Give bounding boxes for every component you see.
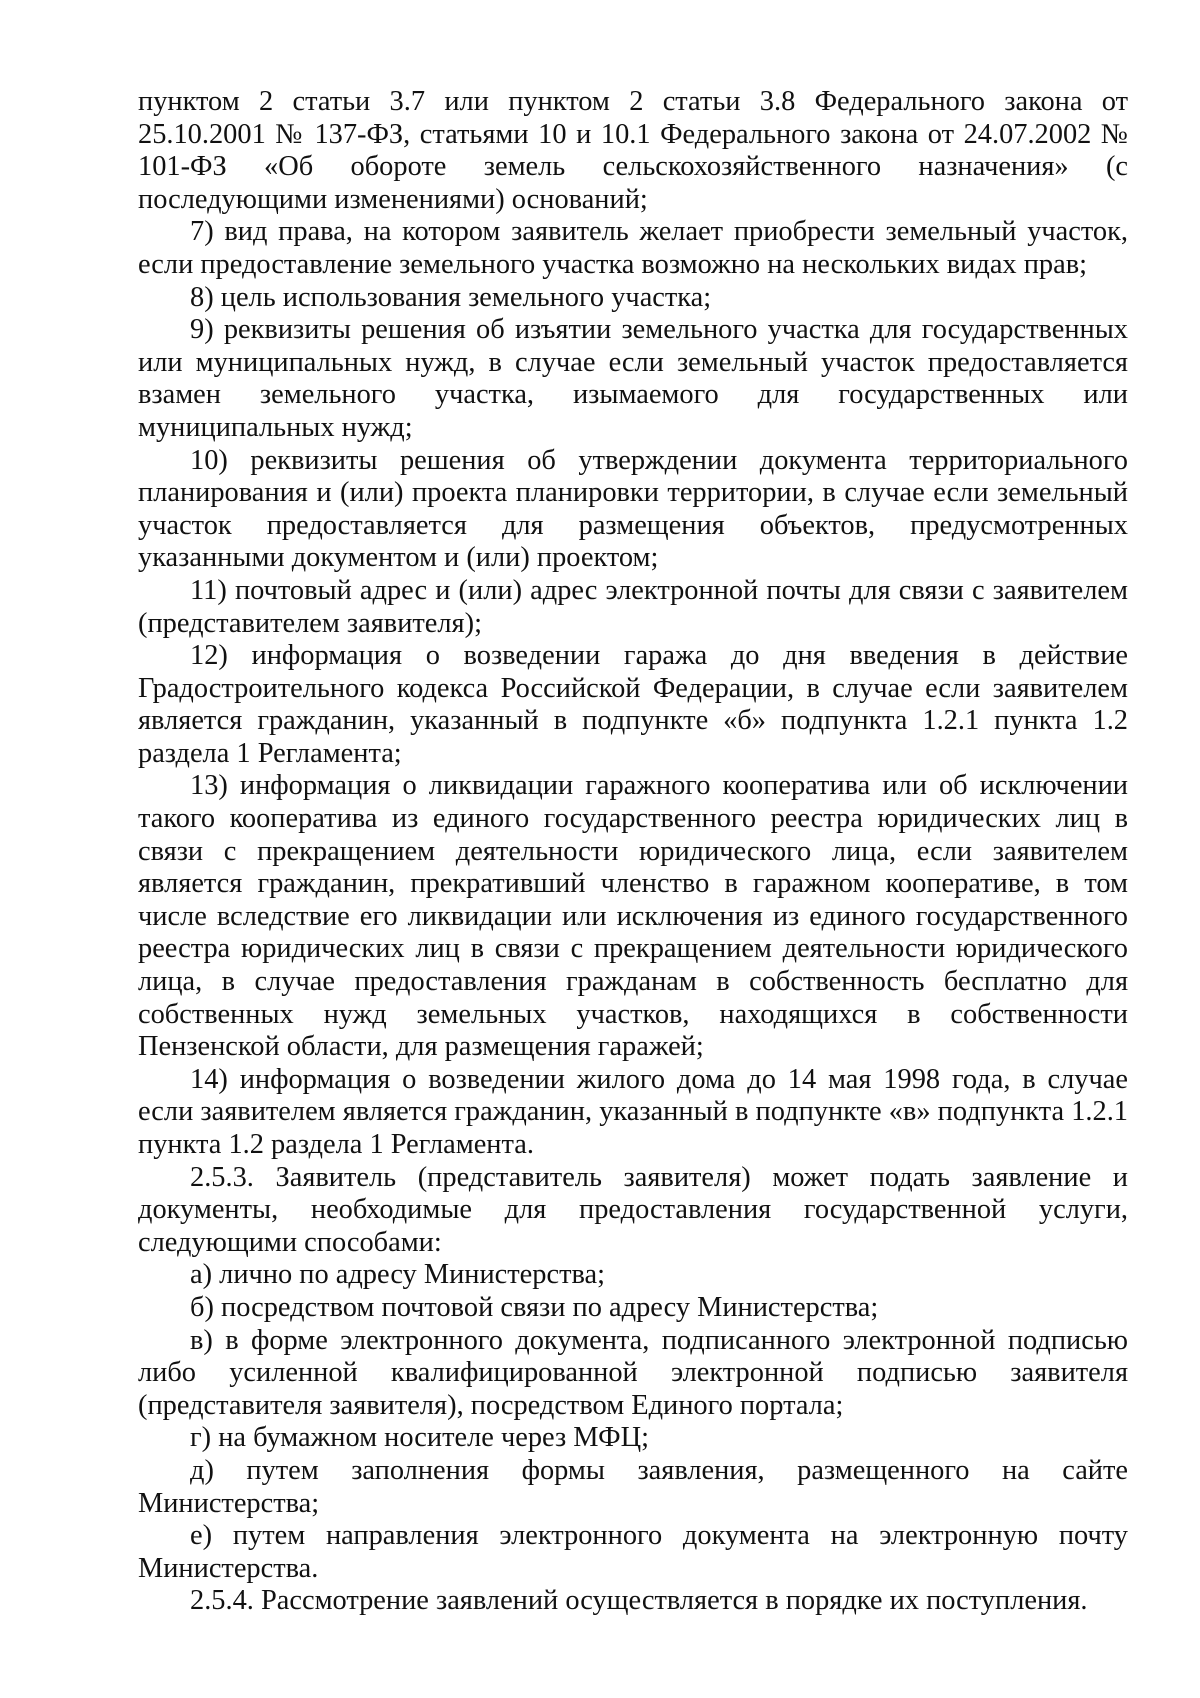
paragraph-method-g: г) на бумажном носителе через МФЦ; [190, 1422, 649, 1454]
paragraph-item-9: 9) реквизиты решения об изъятии земельного участка для государственных или муниципальных нужд, в случае если земельный участок предоставляется взамен земельного участка, изымаемого для государственных или муниципальных нужд; [138, 314, 1128, 443]
paragraph-method-v: в) в форме электронного документа, подписанного электронной подписью либо усиленной квалифицированной электронной подписью заявителя (представителя заявителя), посредством Единого портала; [138, 1324, 1128, 1421]
paragraph-item-13: 13) информация о ликвидации гаражного кооператива или об исключении такого кооператива из единого государственного реестра юридических лиц в связи с прекращением деятельности юридического лица, если заявителем является гражданин, прекративший членство в гаражном кооперативе, в том числе вследствие его ликвидации или исключения из единого государственного реестра юридических лиц в связи с прекращением деятельности юридического лица, в случае предоставления гражданам в собственность бесплатно для собственных нужд земельных участков, находящихся в собственности Пензенской области, для размещения гаражей; [138, 770, 1128, 1063]
paragraph-item-7: 7) вид права, на котором заявитель желает приобрести земельный участок, если предоставление земельного участка возможно на нескольких видах прав; [138, 216, 1128, 280]
paragraph-method-b: б) посредством почтовой связи по адресу Министерства; [190, 1291, 879, 1323]
paragraph-item-10: 10) реквизиты решения об утверждении документа территориального планирования и (или) проекта планировки территории, в случае если земельный участок предоставляется для размещения объектов, предусмотренных указанными документом и (или) проектом; [138, 444, 1128, 574]
paragraph-continuation-6: пунктом 2 статьи 3.7 или пунктом 2 статьи 3.8 Федерального закона от 25.10.2001 № 137-ФЗ, статьями 10 и 10.1 Федерального закона от 24.07.2002 № 101-ФЗ «Об обороте земель сельскохозяйственного назначения» (с последующими изменениями) оснований; [138, 86, 1128, 215]
document-page [138, 86, 1128, 1618]
paragraph-method-a: а) лично по адресу Министерства; [190, 1259, 605, 1291]
paragraph-section-2-5-4: 2.5.4. Рассмотрение заявлений осуществляется в порядке их поступления. [190, 1585, 1088, 1617]
paragraph-item-8: 8) цель использования земельного участка; [190, 281, 712, 313]
paragraph-section-2-5-3: 2.5.3. Заявитель (представитель заявителя) может подать заявление и документы, необходимые для предоставления государственной услуги, следующими способами: [138, 1161, 1128, 1258]
paragraph-item-12: 12) информация о возведении гаража до дня введения в действие Градостроительного кодекса Российской Федерации, в случае если заявителем является гражданин, указанный в подпункте «б» подпункта 1.2.1 пункта 1.2 раздела 1 Регламента; [138, 640, 1128, 769]
paragraph-method-d: д) путем заполнения формы заявления, размещенного на сайте Министерства; [138, 1454, 1128, 1519]
paragraph-method-e: е) путем направления электронного документа на электронную почту Министерства. [138, 1520, 1128, 1584]
paragraph-item-11: 11) почтовый адрес и (или) адрес электронной почты для связи с заявителем (представителем заявителя); [138, 574, 1128, 639]
paragraph-item-14: 14) информация о возведении жилого дома до 14 мая 1998 года, в случае если заявителем является гражданин, указанный в подпункте «в» подпункта 1.2.1 пункта 1.2 раздела 1 Регламента. [138, 1063, 1128, 1160]
